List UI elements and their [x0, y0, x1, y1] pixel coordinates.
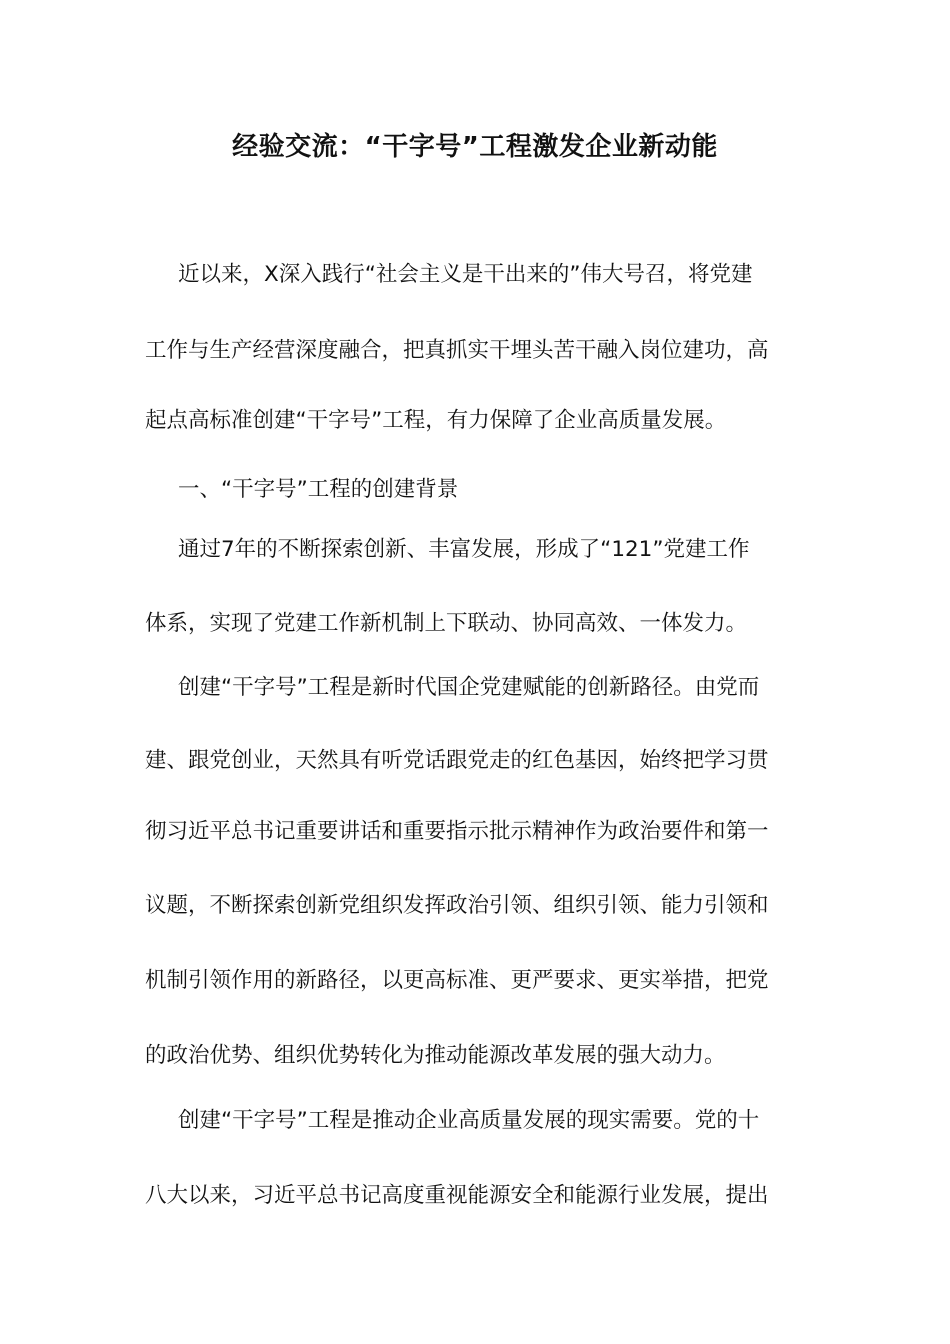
paragraph-line: 起点高标准创建“干字号”工程，有力保障了企业高质量发展。 [145, 408, 727, 433]
paragraph-line: 彻习近平总书记重要讲话和重要指示批示精神作为政治要件和第一 [145, 819, 769, 844]
paragraph-line: 通过7年的不断探索创新、丰富发展，形成了“121”党建工作 [178, 537, 750, 562]
paragraph-line: 创建“干字号”工程是推动企业高质量发展的现实需要。党的十 [178, 1108, 760, 1133]
paragraph-line: 近以来，X深入践行“社会主义是干出来的”伟大号召，将党建 [178, 262, 753, 287]
document-title: 经验交流：“干字号”工程激发企业新动能 [232, 132, 718, 162]
section-heading: 一、“干字号”工程的创建背景 [178, 477, 459, 502]
paragraph-line: 工作与生产经营深度融合，把真抓实干埋头苦干融入岗位建功，高 [145, 338, 769, 363]
paragraph-line: 八大以来，习近平总书记高度重视能源安全和能源行业发展，提出 [145, 1183, 769, 1208]
paragraph-line: 议题，不断探索创新党组织发挥政治引领、组织引领、能力引领和 [145, 893, 769, 918]
paragraph-line: 体系，实现了党建工作新机制上下联动、协同高效、一体发力。 [145, 611, 748, 636]
paragraph-line: 创建“干字号”工程是新时代国企党建赋能的创新路径。由党而 [178, 675, 760, 700]
paragraph-line: 的政治优势、组织优势转化为推动能源改革发展的强大动力。 [145, 1043, 726, 1068]
paragraph-line: 建、跟党创业，天然具有听党话跟党走的红色基因，始终把学习贯 [145, 748, 769, 773]
paragraph-line: 机制引领作用的新路径，以更高标准、更严要求、更实举措，把党 [145, 968, 769, 993]
